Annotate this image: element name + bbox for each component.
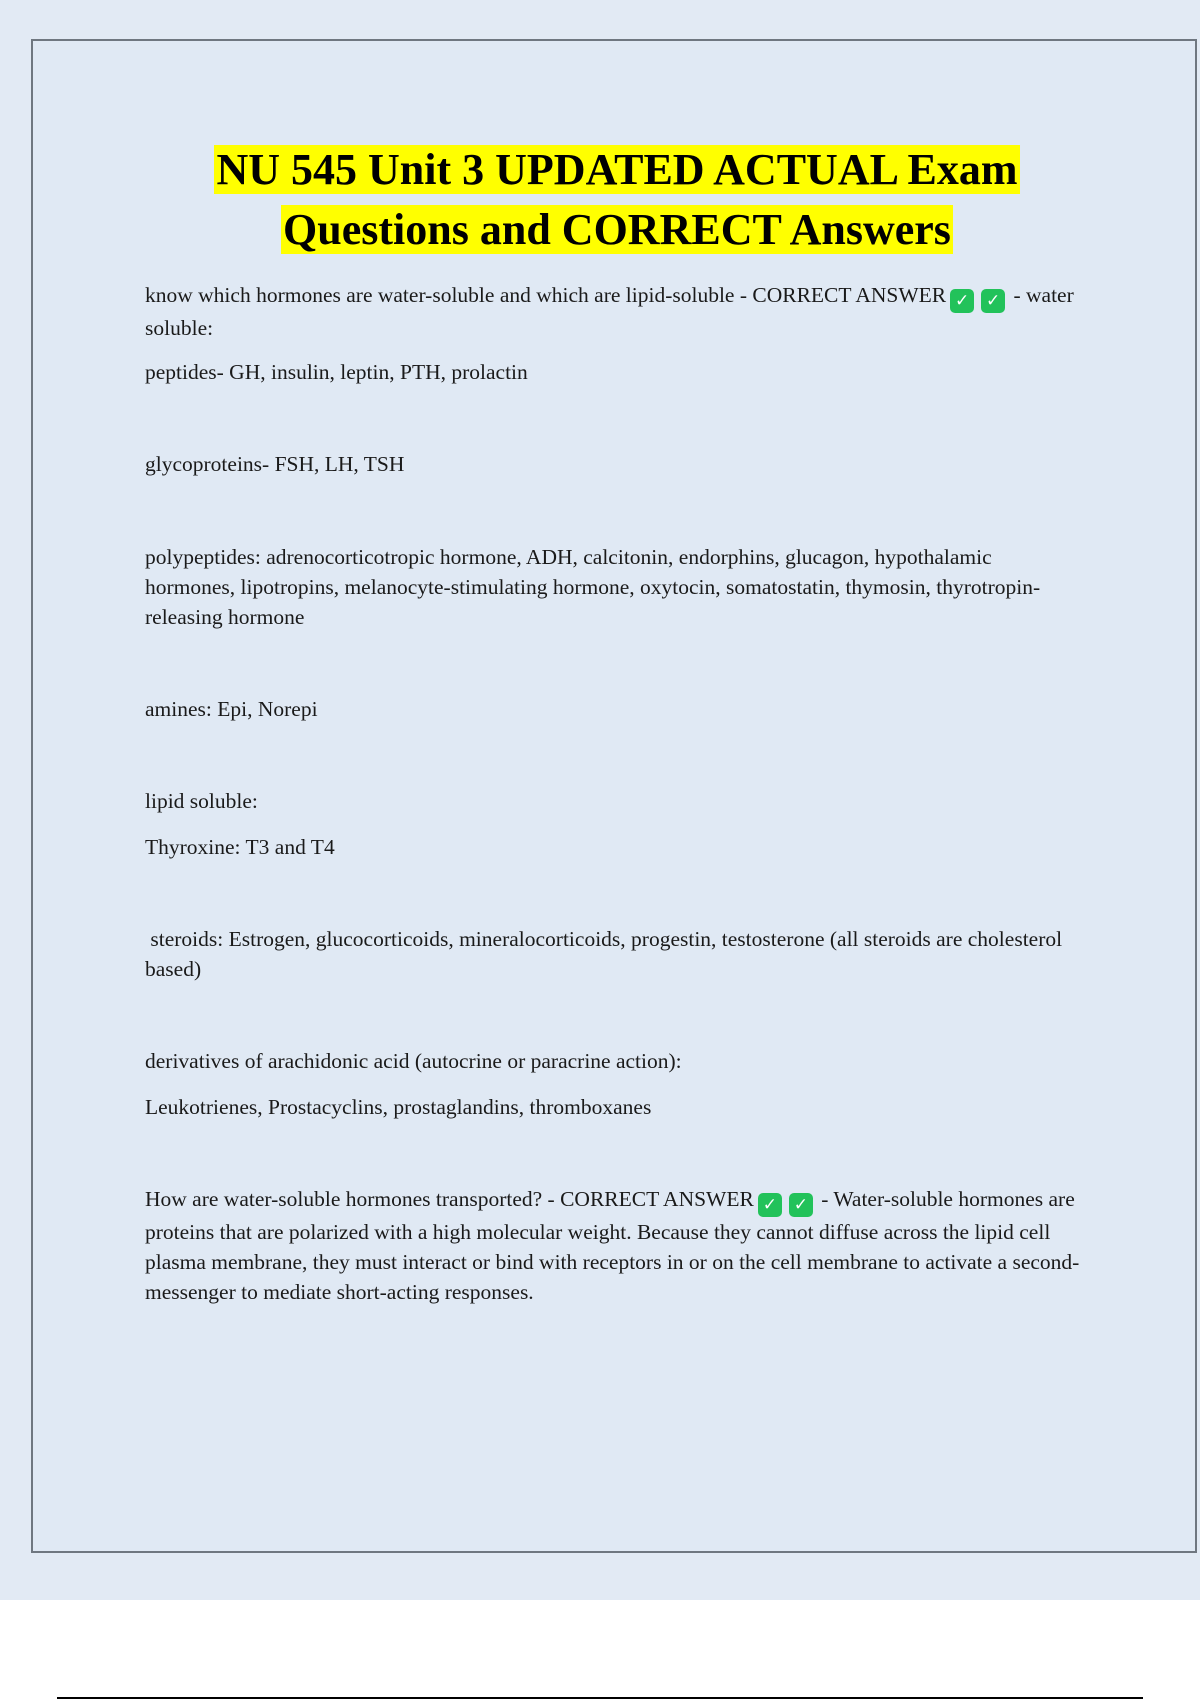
answer-line: amines: Epi, Norepi [145, 697, 318, 721]
check-icon: ✓ [950, 289, 974, 313]
answer-line: polypeptides: adrenocorticotropic hormone, ADH, calcitonin, endorphins, glucagon, hypothalamic hormones, lipotropins, melanocyte-stimulating hormone, oxytocin, somatostatin, thymosin, thyrotropin-releasing hormone [145, 545, 1041, 629]
question-text: How are water-soluble hormones transported? - CORRECT ANSWER [145, 1187, 754, 1211]
question-1 [145, 280, 1080, 343]
title-line-1: NU 545 Unit 3 UPDATED ACTUAL Exam [216, 145, 1018, 194]
answer-text: - Water-soluble hormones are proteins that are polarized with a high molecular weight. Because they cannot diffuse across the lipid cell plasma membrane, they must interact or bind with receptors in or on the cell membrane to activate a second-messenger to mediate short-acting responses. [145, 1187, 1080, 1304]
document-title [60, 140, 1174, 260]
answer-line: derivatives of arachidonic acid (autocrine or paracrine action): [145, 1049, 682, 1073]
answer-line: lipid soluble: [145, 789, 258, 813]
title-line-2: Questions and CORRECT Answers [283, 205, 951, 254]
answer-line: peptides- GH, insulin, leptin, PTH, prolactin [145, 360, 528, 384]
document-body [145, 280, 1080, 1307]
answer-line: Leukotrienes, Prostacyclins, prostaglandins, thromboxanes [145, 1095, 652, 1119]
question-text: know which hormones are water-soluble and which are lipid-soluble - CORRECT ANSWER [145, 283, 947, 307]
answer-line: steroids: Estrogen, glucocorticoids, mineralocorticoids, progestin, testosterone (all steroids are cholesterol based) [145, 927, 1068, 981]
footer-rule [57, 1697, 1143, 1699]
check-icon: ✓ [789, 1193, 813, 1217]
question-2 [145, 1184, 1080, 1307]
check-icon: ✓ [758, 1193, 782, 1217]
answer-line: Thyroxine: T3 and T4 [145, 835, 335, 859]
answer-text: - water soluble: [145, 283, 1074, 340]
check-icon: ✓ [981, 289, 1005, 313]
answer-line: glycoproteins- FSH, LH, TSH [145, 452, 405, 476]
